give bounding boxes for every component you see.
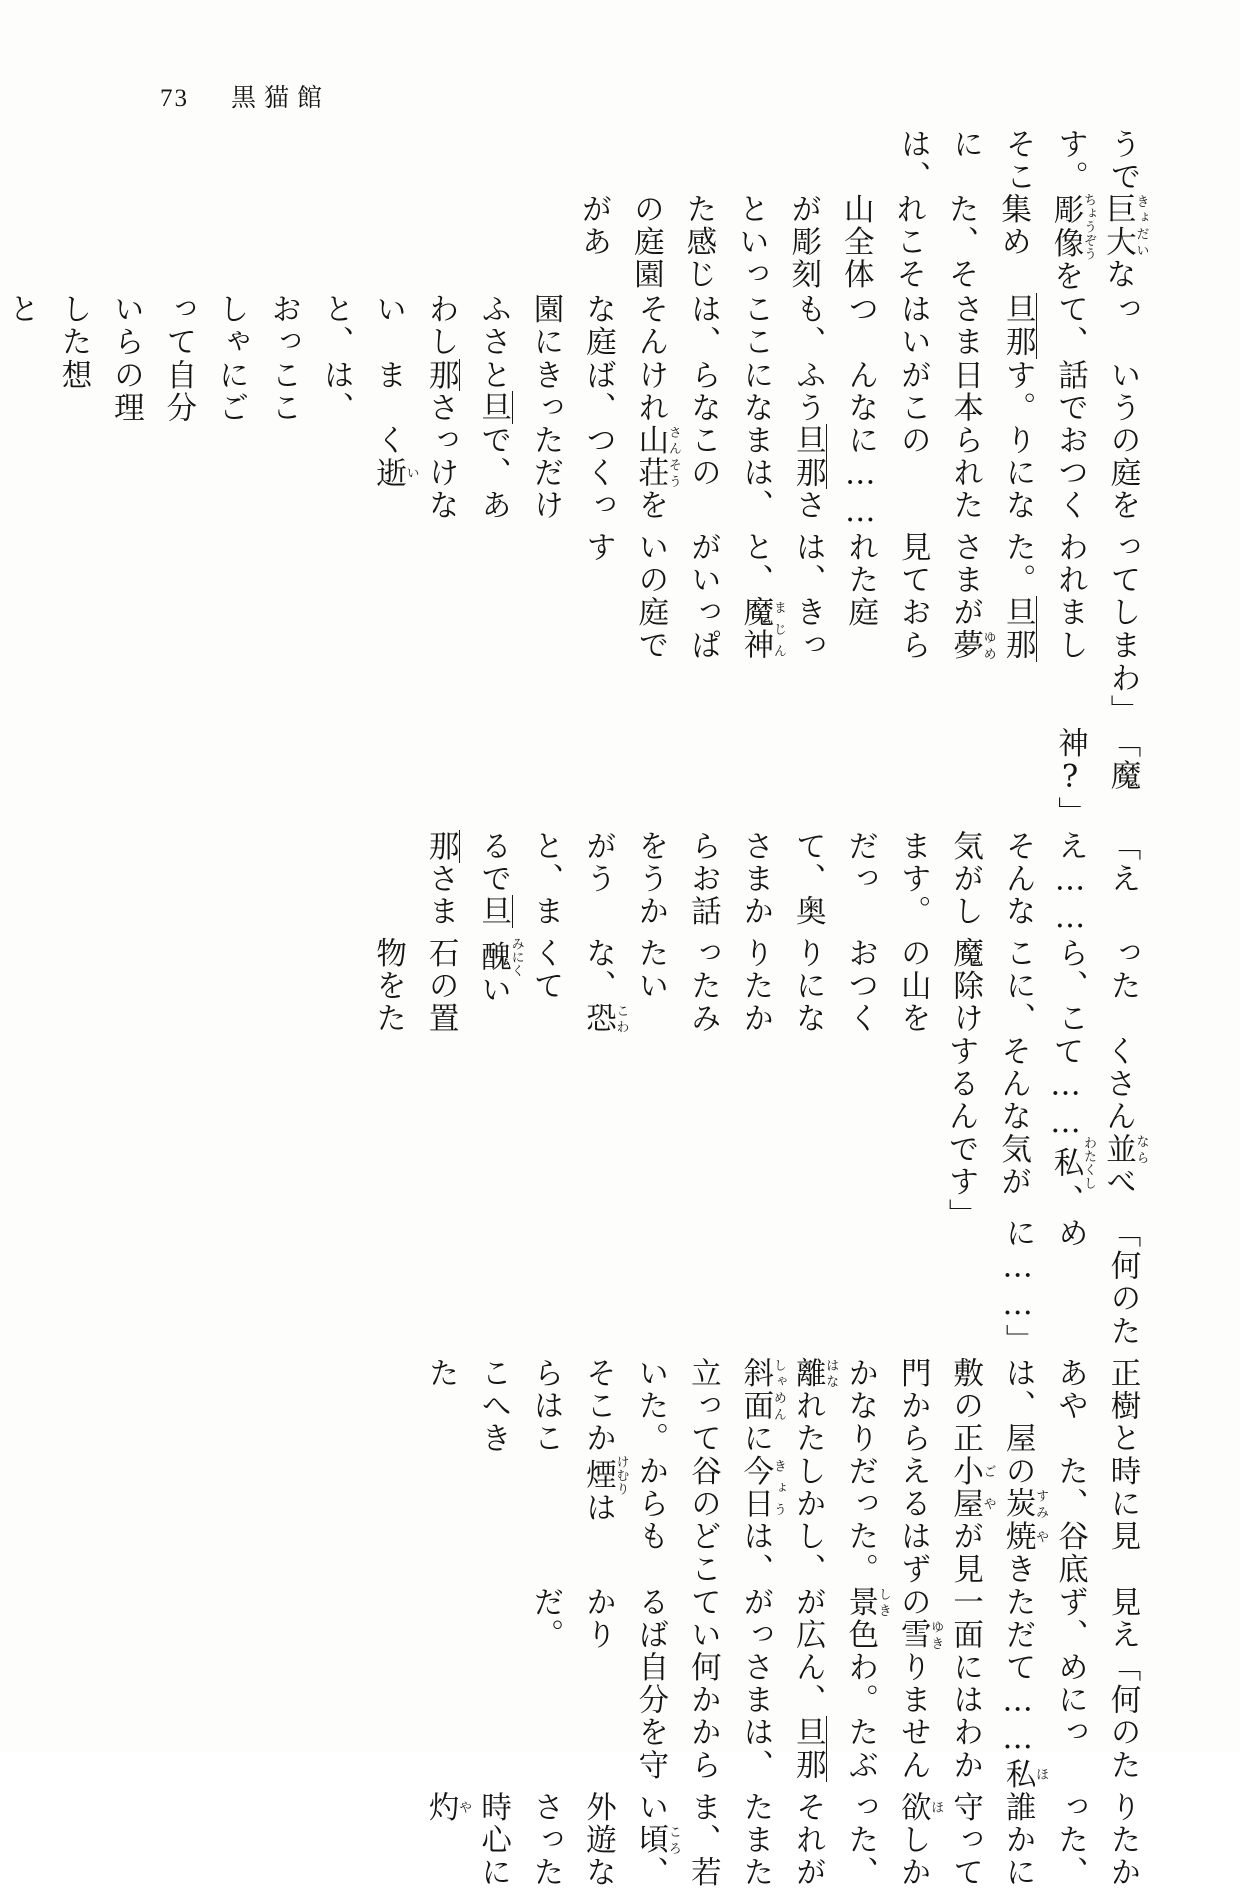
ruby-yume: 夢ゆめ — [947, 629, 996, 662]
ruby-kowa: 恐こわ — [580, 1002, 629, 1036]
ruby-miniku: 醜みにく — [475, 936, 524, 978]
text-column: 「何のためにって……私ほにはわかりませんわ。たぶん、旦那さまは、何かから自分を守 — [632, 1650, 1140, 1791]
emphasis-underline: 旦那 — [790, 1716, 826, 1782]
ruby-hana: 離はな — [790, 1356, 839, 1390]
ruby-majin: 魔神まじん — [737, 596, 786, 662]
text-column: 「何のために……」 — [1000, 1216, 1140, 1357]
text-column: ってしまわれました。旦那さまが夢ゆめ見ておられた庭は、きっと、魔神まじんがいっぱいの庭です — [580, 531, 1140, 662]
text-column: りたかった、誰かに守って欲ほしかった、それがたまたま、若い頃ころ、外遊なさった時心に灼や — [423, 1790, 1140, 1889]
text-column: 「ええ……そんな気がします。だって、奥さまからお話をうかがうと、まるで旦那さま — [423, 829, 1140, 937]
ruby-yuki: 雪ゆき — [895, 1618, 944, 1651]
ruby-chouzou: 彫像ちょうぞう — [1048, 193, 1097, 261]
text-column: わ」 — [1105, 661, 1140, 728]
text-column: の庭をおつくりになられたのに……旦那さまは、この山荘さんそうをつくっただけで、あっけなく逝い — [370, 423, 1140, 532]
text-column: うです。そこには、 — [895, 128, 1140, 194]
ruby-shamen: 斜面しゃめん — [737, 1356, 786, 1423]
ruby-ya: 焼や — [1000, 1520, 1049, 1553]
ruby-kemuri: 煙けむり — [580, 1454, 629, 1496]
text-column: くさん並ならべて……私わたくし、そんな気がするんです」 — [943, 1035, 1149, 1232]
page-number: 73 — [160, 85, 189, 112]
running-head — [160, 78, 330, 114]
vertical-text-body — [3, 128, 1149, 1889]
emphasis-underline: 旦那 — [790, 423, 826, 490]
ruby-ho: 私ほ — [1000, 1758, 1049, 1791]
ruby-sumi: 炭すみ — [1000, 1487, 1049, 1521]
text-column: いう話です。日本がこんなふうにならなければ、きっと旦那さまは、ここにご自分の理想 — [55, 358, 1140, 424]
ruby-watakushi: 私わたくし — [1048, 1136, 1097, 1191]
ruby-kyodai: 巨大きょだい — [1100, 193, 1149, 259]
emphasis-underline: 旦那 — [423, 829, 511, 928]
text-column: 「魔神?」 — [1052, 727, 1140, 830]
book-title: 黒猫館 — [231, 83, 331, 112]
ruby-i: 逝い — [370, 456, 419, 490]
text-column: って、旦那さまはいつも、ここは、そんな庭園にふさわしいと、おっしゃっていらしたと — [3, 293, 1140, 359]
emphasis-underline: 旦那 — [1000, 596, 1036, 662]
text-column: 巨大きょだいな彫像ちょうぞうを集めた、それこそ山全体が彫刻といった感じの庭園があ — [575, 193, 1149, 294]
ruby-ho2: 欲ほ — [895, 1790, 944, 1824]
text-column: 見えず、ただ一面の雪ゆき景しき色が広がっているばかりだ。 — [528, 1585, 1140, 1651]
ruby-nara: 並なら — [1100, 1133, 1149, 1166]
text-column: 時に見た、谷底の炭すみ焼やき小屋ごやが見えるはずだった。しかし、今日きょうは、谷のどこからも煙けむりは — [580, 1454, 1140, 1586]
ruby-koro: 頃ころ — [632, 1823, 681, 1857]
ruby-kyou: 今日きょう — [737, 1454, 786, 1521]
emphasis-underline: 旦那 — [1000, 293, 1036, 359]
text-column: 正樹とあやは、屋敷の正門からかなり離はなれた斜面しゃめんに立っていた。そこからはここへきた — [423, 1356, 1140, 1455]
text-column: ったら、ここに、魔除けの山をおつくりになりたかったみたいな、恐こわくて醜みにくい石の置物をた — [370, 936, 1140, 1036]
ruby-shiki: 景しき — [842, 1585, 891, 1619]
ruby-sansou: 山荘さんそう — [632, 423, 681, 490]
emphasis-underline: 旦那 — [423, 358, 511, 424]
ruby-goya: 小屋ごや — [947, 1454, 996, 1521]
ruby-ya2: 灼や — [423, 1790, 472, 1824]
